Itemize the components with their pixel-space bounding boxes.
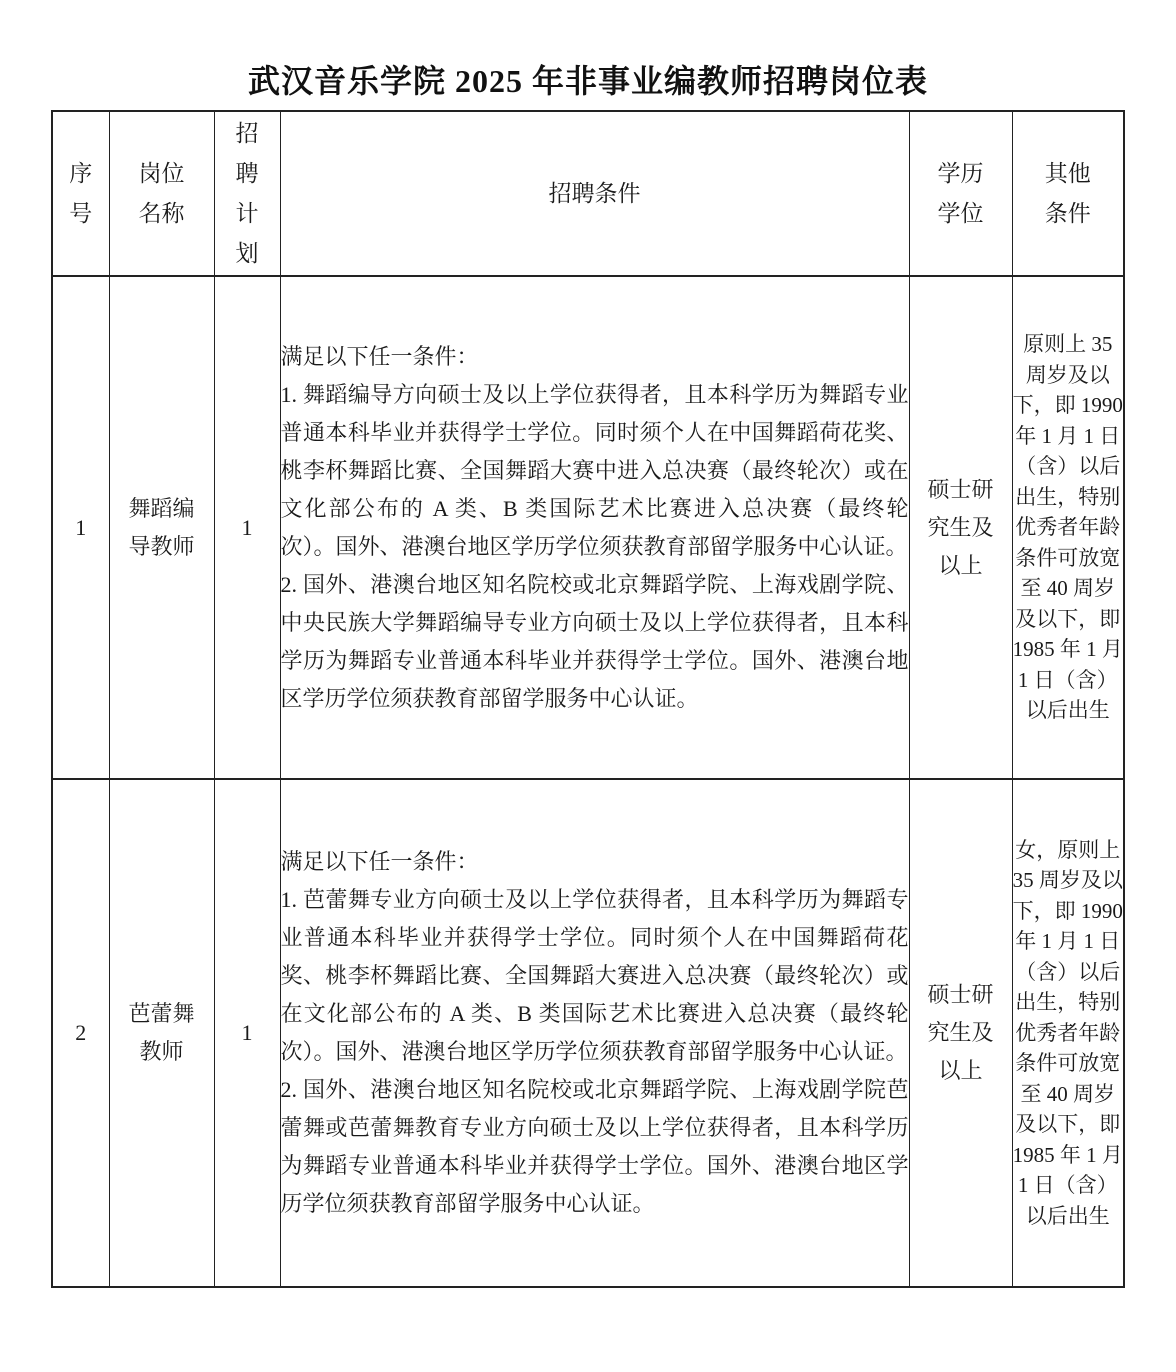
cell-index-2 xyxy=(52,779,109,1287)
cell-plan-1 xyxy=(214,276,280,779)
table-header-row xyxy=(52,111,1124,276)
table-row-1 xyxy=(52,276,1124,779)
header-label-index: 序号 xyxy=(69,160,93,226)
header-label-plan: 招聘计划 xyxy=(235,120,259,266)
header-label-other: 其他条件 xyxy=(1044,160,1091,226)
header-cell-index xyxy=(52,111,109,276)
header-cell-plan xyxy=(214,111,280,276)
condition-item-1: 1. 芭蕾舞专业方向硕士及以上学位获得者，且本科学历为舞蹈专业普通本科毕业并获得学士学位。同时须个人在中国舞蹈荷花奖、桃李杯舞蹈比赛、全国舞蹈大赛进入总决赛（最终轮次）或在文化部公布的 A 类、B 类国际艺术比赛进入总决赛（最终轮次）。国外、港澳台地区学历学位须获教育部留学服务中心认证。 xyxy=(280,887,909,1064)
header-label-position: 岗位名称 xyxy=(138,160,185,226)
cell-other-2 xyxy=(1012,779,1124,1287)
plan-count: 1 xyxy=(241,514,253,540)
other-conditions: 原则上 35 周岁及以下，即 1990 年 1 月 1 日（含）以后出生，特别优秀者年龄条件可放宽至 40 周岁及以下，即 1985 年 1 月 1 日（含）以后出生 xyxy=(1012,332,1123,723)
cell-position-2 xyxy=(109,779,214,1287)
condition-item-2: 2. 国外、港澳台地区知名院校或北京舞蹈学院、上海戏剧学院芭蕾舞或芭蕾舞教育专业方向硕士及以上学位获得者，且本科学历为舞蹈专业普通本科毕业并获得学士学位。国外、港澳台地区学历学位须获教育部留学服务中心认证。 xyxy=(280,1077,909,1216)
conditions-intro: 满足以下任一条件： xyxy=(280,849,479,874)
header-cell-conditions xyxy=(280,111,909,276)
position-name: 芭蕾舞教师 xyxy=(128,1001,195,1064)
cell-conditions-2 xyxy=(280,779,909,1287)
table-row-2 xyxy=(52,779,1124,1287)
cell-education-1 xyxy=(909,276,1012,779)
header-cell-education xyxy=(909,111,1012,276)
header-label-education: 学历学位 xyxy=(937,160,984,226)
header-cell-other xyxy=(1012,111,1124,276)
other-conditions: 女，原则上 35 周岁及以下，即 1990 年 1 月 1 日（含）以后出生，特别优秀者年龄条件可放宽至 40 周岁及以下，即 1985 年 1 月 1 日（含）以后出生 xyxy=(1012,837,1123,1228)
cell-position-1 xyxy=(109,276,214,779)
cell-education-2 xyxy=(909,779,1012,1287)
header-cell-position xyxy=(109,111,214,276)
plan-count: 1 xyxy=(241,1020,253,1045)
cell-index-1 xyxy=(52,276,109,779)
cell-plan-2 xyxy=(214,779,280,1287)
page-title: 武汉音乐学院 2025 年非事业编教师招聘岗位表 xyxy=(247,63,928,99)
education-requirement: 硕士研究生及以上 xyxy=(927,982,994,1083)
condition-item-1: 1. 舞蹈编导方向硕士及以上学位获得者，且本科学历为舞蹈专业普通本科毕业并获得学士学位。同时须个人在中国舞蹈荷花奖、桃李杯舞蹈比赛、全国舞蹈大赛中进入总决赛（最终轮次）或在文化部公布的 A 类、B 类国际艺术比赛进入总决赛（最终轮次）。国外、港澳台地区学历学位须获教育部留学服务中心认证。 xyxy=(280,381,909,559)
header-label-conditions: 招聘条件 xyxy=(548,180,641,206)
condition-item-2: 2. 国外、港澳台地区知名院校或北京舞蹈学院、上海戏剧学院、中央民族大学舞蹈编导专业方向硕士及以上学位获得者，且本科学历为舞蹈专业普通本科毕业并获得学士学位。国外、港澳台地区学历学位须获教育部留学服务中心认证。 xyxy=(280,571,909,711)
row-index: 1 xyxy=(75,514,87,540)
row-index: 2 xyxy=(75,1020,87,1045)
cell-other-1 xyxy=(1012,276,1124,779)
conditions-intro: 满足以下任一条件： xyxy=(280,343,479,369)
position-name: 舞蹈编导教师 xyxy=(128,495,195,559)
cell-conditions-1 xyxy=(280,276,909,779)
recruitment-table xyxy=(51,110,1125,1288)
education-requirement: 硕士研究生及以上 xyxy=(927,476,994,578)
